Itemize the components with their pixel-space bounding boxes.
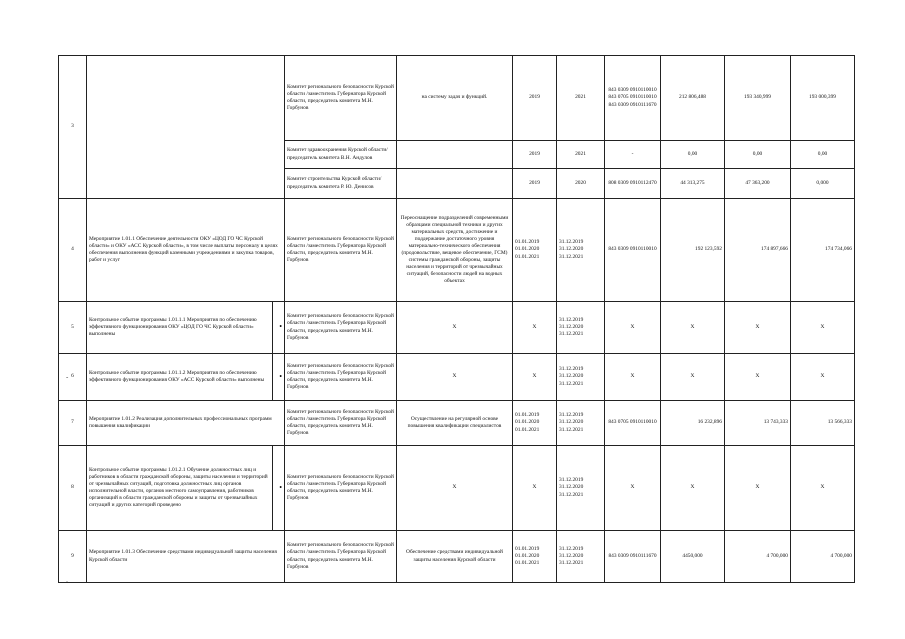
row-side-mark: - [66, 373, 69, 381]
row-number: 9 [59, 531, 87, 583]
event-cell: Контрольное событие программы 1.01.2.1 Обучение должностных лиц и работников в области гражданской обороны, защиты населения и территорий от чрезвычайных ситуаций, подготовка должностных лиц органов исполнительной власти, органов местного самоуправления, работников организаций в области гражданской обороны и защиты от чрезвычайных ситуаций и других категорий проведено [87, 446, 273, 531]
table-row [59, 446, 855, 531]
result-cell: Осуществление на регулярной основе повышения квалификации специалистов [397, 401, 513, 446]
table-row [59, 56, 855, 141]
start-cell: 2019 [513, 169, 557, 199]
start-cell: X [513, 446, 557, 531]
kbk-cell: - [605, 141, 661, 169]
value-2019-cell: 0,00 [661, 141, 725, 169]
value-2021-cell: 0,00 [791, 141, 855, 169]
kbk-cell: 843 0309 0910110010 843 0705 0910110010 843 0309 0910111670 [605, 56, 661, 141]
value-2021-cell: 193 000,399 [791, 56, 855, 141]
event-cell: Мероприятие 1.01.2 Реализация дополнительных профессиональных программ повышения квалификации [87, 401, 285, 446]
value-2019-cell: 44 313,275 [661, 169, 725, 199]
value-2020-cell: X [725, 302, 791, 354]
program-table [58, 55, 855, 583]
value-2019-cell: 16 232,896 [661, 401, 725, 446]
start-cell: 2019 [513, 56, 557, 141]
value-2019-cell: X [661, 446, 725, 531]
table-row [59, 531, 855, 583]
result-cell: X [397, 302, 513, 354]
kbk-cell: X [605, 354, 661, 401]
result-cell: X [397, 446, 513, 531]
result-cell: Обеспечение средствами индивидуальной защиты населения Курской области [397, 531, 513, 583]
row-number: 4 [59, 199, 87, 302]
responsible-cell: Комитет регионального безопасности Курской области /заместитель Губернатора Курской области, председатель комитета М.Н. Горбунов [285, 56, 397, 141]
value-2019-cell: 192 123,592 [661, 199, 725, 302]
responsible-cell: Комитет регионального безопасности Курской области /заместитель Губернатора Курской области, председатель комитета М.Н. Горбунов [285, 354, 397, 401]
kbk-cell: 808 0309 0910112470 [605, 169, 661, 199]
table-row [59, 401, 855, 446]
end-cell: 31.12.2019 31.12.2020 31.12.2021 [557, 199, 605, 302]
responsible-cell: Комитет регионального безопасности Курской области /заместитель Губернатора Курской области, председатель комитета М.Н. Горбунов [285, 446, 397, 531]
page-footer-mark: - [66, 579, 68, 585]
value-2021-cell: 13 566,333 [791, 401, 855, 446]
kbk-cell: X [605, 446, 661, 531]
value-2021-cell: X [791, 302, 855, 354]
bullet-mark: • [273, 354, 285, 401]
kbk-cell: 843 0705 0910110010 [605, 401, 661, 446]
value-2021-cell: 4 700,000 [791, 531, 855, 583]
event-cell: Контрольное событие программы 1.01.1.2 Мероприятия по обеспечению эффективного функционирования ОКУ «АСС Курской области» выполнены [87, 354, 273, 401]
value-2021-cell: X [791, 446, 855, 531]
responsible-cell: Комитет строительства Курской области/ председатель комитета Р. Ю. Денисов [285, 169, 397, 199]
row-number: 6 [59, 354, 87, 401]
responsible-cell: Комитет здравоохранения Курской области/ председатель комитета В.Н. Андулов [285, 141, 397, 169]
event-cell [87, 56, 285, 199]
value-2020-cell: 0,00 [725, 141, 791, 169]
table-row [59, 354, 855, 401]
start-cell: 2019 [513, 141, 557, 169]
value-2019-cell: 212 806,488 [661, 56, 725, 141]
value-2020-cell: 13 743,333 [725, 401, 791, 446]
result-cell [397, 169, 513, 199]
start-cell: 01.01.2019 01.01.2020 01.01.2021 [513, 531, 557, 583]
end-cell: 31.12.2019 31.12.2020 31.12.2021 [557, 531, 605, 583]
row-number: 3 [59, 56, 87, 199]
bullet-mark: • [273, 302, 285, 354]
kbk-cell: X [605, 302, 661, 354]
start-cell: 01.01.2019 01.01.2020 01.01.2021 [513, 199, 557, 302]
event-cell: Мероприятие 1.01.3 Обеспечение средствами индивидуальной защиты населения Курской области [87, 531, 285, 583]
document-page [58, 55, 854, 570]
value-2020-cell: 4 700,000 [725, 531, 791, 583]
end-cell: 31.12.2019 31.12.2020 31.12.2021 [557, 354, 605, 401]
kbk-cell: 843 0309 0910110010 [605, 199, 661, 302]
value-2021-cell: 174 734,066 [791, 199, 855, 302]
event-cell: Контрольное событие программы 1.01.1.1 Мероприятия по обеспечению эффективного функционирования ОКУ «ЦОД ГО ЧС Курской области» выполнены [87, 302, 273, 354]
value-2021-cell: X [791, 354, 855, 401]
end-cell: 2021 [557, 141, 605, 169]
value-2019-cell: X [661, 302, 725, 354]
bullet-mark: • [273, 446, 285, 531]
table-row [59, 199, 855, 302]
kbk-cell: 843 0309 0910111670 [605, 531, 661, 583]
value-2021-cell: 0,000 [791, 169, 855, 199]
value-2020-cell: 174 897,666 [725, 199, 791, 302]
value-2020-cell: X [725, 446, 791, 531]
end-cell: 2021 [557, 56, 605, 141]
result-cell: на систему задач и функций. [397, 56, 513, 141]
row-number: 5 [59, 302, 87, 354]
end-cell: 31.12.2019 31.12.2020 31.12.2021 [557, 302, 605, 354]
responsible-cell: Комитет регионального безопасности Курской области /заместитель Губернатора Курской области, председатель комитета М.Н. Горбунов [285, 531, 397, 583]
result-cell: Переоснащение подразделений современными образцами специальной техники и других материальных средств, достижение и поддержание достаточного уровня материально-технического обеспечения (продовольствие, вещевое обеспечение, ГСМ) системы гражданской обороны, защиты населения и территорий от чрезвычайных ситуаций, безопасности людей на водных объектах [397, 199, 513, 302]
value-2019-cell: 4450,000 [661, 531, 725, 583]
row-number: 8 [59, 446, 87, 531]
start-cell: 01.01.2019 01.01.2020 01.01.2021 [513, 401, 557, 446]
result-cell: X [397, 354, 513, 401]
value-2020-cell: 193 340,999 [725, 56, 791, 141]
result-cell [397, 141, 513, 169]
table-row [59, 302, 855, 354]
value-2019-cell: X [661, 354, 725, 401]
responsible-cell: Комитет регионального безопасности Курской области /заместитель Губернатора Курской области, председатель комитета М.Н. Горбунов [285, 302, 397, 354]
responsible-cell: Комитет регионального безопасности Курской области /заместитель Губернатора Курской области, председатель комитета М.Н. Горбунов [285, 199, 397, 302]
value-2020-cell: X [725, 354, 791, 401]
responsible-cell: Комитет регионального безопасности Курской области /заместитель Губернатора Курской области, председатель комитета М.Н. Горбунов [285, 401, 397, 446]
start-cell: X [513, 354, 557, 401]
row-number: 7 [59, 401, 87, 446]
event-cell: Мероприятие 1.01.1 Обеспечение деятельности ОКУ «ЦОД ГО ЧС Курской области» и ОКУ «АСС Курской области», в том числе выплаты персоналу в целях обеспечения выполнения функций казенными учреждениями и закупка товаров, работ и услуг [87, 199, 285, 302]
end-cell: 31.12.2019 31.12.2020 31.12.2021 [557, 401, 605, 446]
value-2020-cell: 47 363,200 [725, 169, 791, 199]
start-cell: X [513, 302, 557, 354]
end-cell: 2020 [557, 169, 605, 199]
end-cell: 31.12.2019 31.12.2020 31.12.2021 [557, 446, 605, 531]
